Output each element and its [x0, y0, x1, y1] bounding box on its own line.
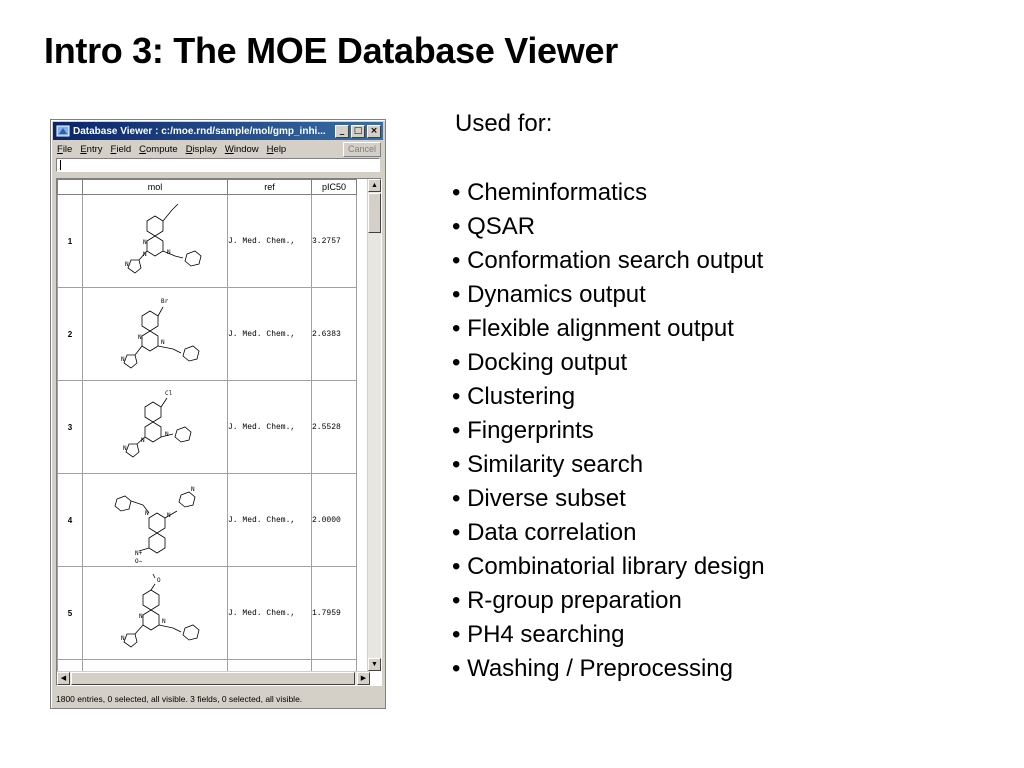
table-row[interactable] [58, 474, 357, 567]
atom-label: N [143, 239, 147, 246]
list-item: • Fingerprints [452, 417, 594, 444]
table-row[interactable] [58, 288, 357, 381]
atom-label: N [167, 249, 171, 256]
list-item: • PH4 searching [452, 621, 625, 648]
database-viewer-window [50, 119, 386, 709]
window-titlebar[interactable] [53, 122, 383, 140]
molecule-cell[interactable] [83, 567, 228, 660]
molecule-cell[interactable] [83, 381, 228, 474]
list-item: • Cheminformatics [452, 179, 648, 206]
atom-label: Cl [165, 390, 173, 397]
list-item: • Similarity search [452, 451, 644, 478]
status-bar: 1800 entries, 0 selected, all visible. 3 fields, 0 selected, all visible. [56, 694, 303, 704]
atom-label: N [121, 356, 125, 363]
maximize-button[interactable]: □ [351, 125, 365, 138]
data-table [57, 179, 357, 680]
list-item: • Washing / Preprocessing [452, 655, 733, 682]
list-item: • Combinatorial library design [452, 553, 765, 580]
usage-list [452, 176, 765, 686]
table-row[interactable] [58, 567, 357, 660]
atom-label: N [191, 486, 195, 493]
command-input[interactable] [56, 158, 380, 172]
molecule-structure-image [95, 568, 215, 656]
scroll-left-arrow-icon[interactable]: ◀ [57, 672, 70, 685]
atom-label: N [143, 251, 147, 258]
menu-window[interactable]: Window [224, 143, 259, 155]
molecule-cell[interactable] [83, 195, 228, 288]
molecule-structure-image [95, 382, 215, 470]
atom-label: N [161, 339, 165, 346]
list-item: • R-group preparation [452, 587, 682, 614]
slide-title: Intro 3: The MOE Database Viewer [44, 30, 618, 71]
menu-display[interactable]: Display [185, 143, 217, 155]
vertical-scroll-thumb[interactable] [368, 193, 381, 233]
atom-label: O− [135, 558, 143, 563]
molecule-structure-image [95, 196, 215, 284]
atom-label: N [139, 613, 143, 620]
scroll-right-arrow-icon[interactable]: ▶ [357, 672, 370, 685]
menu-help[interactable]: Help [266, 143, 287, 155]
ref-cell[interactable]: J. Med. Chem., [228, 381, 312, 474]
menu-file[interactable]: File [57, 143, 73, 155]
horizontal-scrollbar[interactable] [57, 671, 370, 685]
atom-label: N [167, 512, 171, 519]
ref-cell[interactable]: J. Med. Chem., [228, 567, 312, 660]
database-grid [56, 178, 382, 686]
list-item: • Flexible alignment output [452, 315, 734, 342]
atom-label: O [157, 577, 161, 584]
pic50-cell[interactable]: 2.0000 [312, 474, 357, 567]
molecule-cell[interactable] [83, 474, 228, 567]
menu-compute[interactable]: Compute [139, 143, 178, 155]
molecule-cell[interactable] [83, 288, 228, 381]
horizontal-scroll-thumb[interactable] [71, 672, 355, 685]
atom-label: Br [161, 298, 169, 305]
pic50-cell[interactable]: 2.6383 [312, 288, 357, 381]
ref-cell[interactable]: J. Med. Chem., [228, 474, 312, 567]
table-header-row [58, 180, 357, 195]
list-item: • Conformation search output [452, 247, 764, 274]
cancel-button[interactable]: Cancel [343, 142, 381, 157]
atom-label: N [162, 618, 166, 625]
close-button[interactable]: × [367, 125, 381, 138]
scroll-down-arrow-icon[interactable]: ▼ [368, 658, 381, 671]
atom-label: N [123, 445, 127, 452]
atom-label: N [165, 431, 169, 438]
ref-cell[interactable]: J. Med. Chem., [228, 288, 312, 381]
window-title: Database Viewer : c:/moe.rnd/sample/mol/gmp_inhi... [73, 125, 326, 137]
column-header-index[interactable] [58, 180, 83, 195]
atom-label: N [121, 635, 125, 642]
vertical-scrollbar[interactable] [367, 179, 381, 671]
atom-label: N [125, 261, 129, 268]
row-number[interactable]: 1 [58, 195, 83, 288]
ref-cell[interactable]: J. Med. Chem., [228, 195, 312, 288]
menu-field[interactable]: Field [110, 143, 132, 155]
menu-entry[interactable]: Entry [80, 143, 103, 155]
row-number[interactable]: 5 [58, 567, 83, 660]
row-number[interactable]: 3 [58, 381, 83, 474]
pic50-cell[interactable]: 2.5528 [312, 381, 357, 474]
atom-label: N [138, 334, 142, 341]
list-item: • Dynamics output [452, 281, 646, 308]
list-item: • Diverse subset [452, 485, 626, 512]
atom-label: N [141, 437, 145, 444]
pic50-cell[interactable]: 3.2757 [312, 195, 357, 288]
molecule-structure-image [95, 289, 215, 377]
text-cursor [60, 160, 61, 170]
list-item: • Clustering [452, 383, 576, 410]
table-row[interactable] [58, 381, 357, 474]
minimize-button[interactable]: _ [335, 125, 349, 138]
moe-app-icon [56, 124, 70, 138]
pic50-cell[interactable]: 1.7959 [312, 567, 357, 660]
list-item: • Data correlation [452, 519, 637, 546]
row-number[interactable]: 2 [58, 288, 83, 381]
column-header-mol[interactable]: mol [83, 180, 228, 195]
used-for-heading: Used for: [455, 110, 553, 137]
scroll-up-arrow-icon[interactable]: ▲ [368, 179, 381, 192]
molecule-structure-image [95, 475, 215, 563]
list-item: • Docking output [452, 349, 628, 376]
atom-label: N [145, 510, 149, 517]
list-item: • QSAR [452, 213, 536, 240]
menu-bar [53, 141, 383, 157]
column-header-ref[interactable]: ref [228, 180, 312, 195]
atom-label: N+ [135, 550, 143, 557]
column-header-pic50[interactable]: pIC50 [312, 180, 357, 195]
table-row[interactable] [58, 195, 357, 288]
row-number[interactable]: 4 [58, 474, 83, 567]
